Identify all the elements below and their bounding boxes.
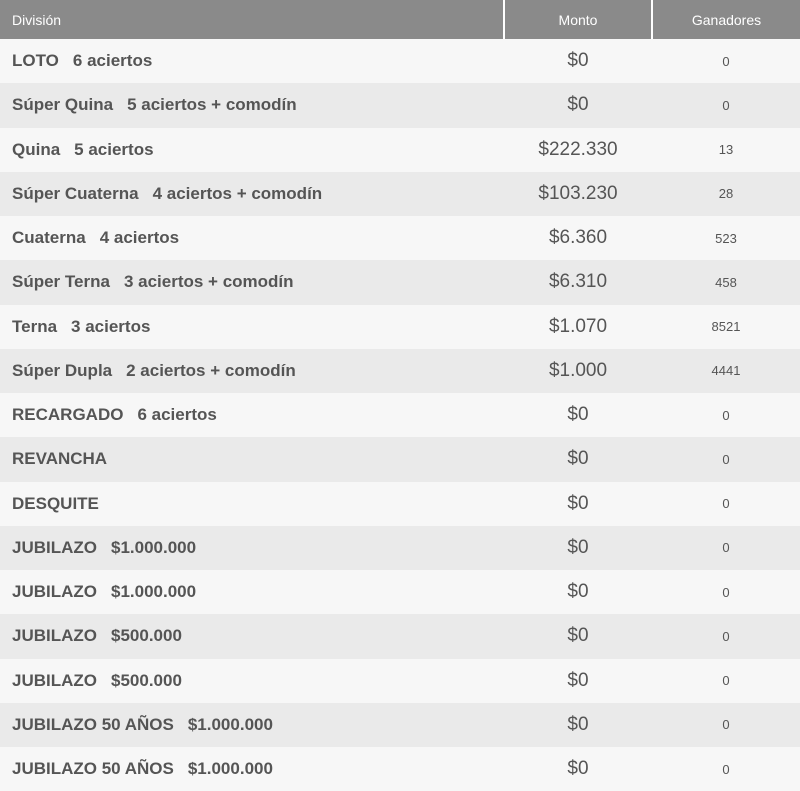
monto-cell: $0 bbox=[567, 758, 589, 780]
ganadores-cell: 0 bbox=[722, 584, 730, 600]
table-row bbox=[0, 747, 800, 791]
division-cell bbox=[0, 83, 504, 127]
division-detail: $500.000 bbox=[111, 670, 182, 690]
table-row bbox=[0, 614, 800, 658]
table-row bbox=[0, 349, 800, 393]
division-name: JUBILAZO bbox=[12, 582, 97, 602]
division-name: JUBILAZO 50 AÑOS bbox=[12, 759, 174, 779]
monto-cell: $0 bbox=[567, 448, 589, 470]
ganadores-cell: 0 bbox=[722, 451, 730, 467]
column-header-division: División bbox=[0, 0, 504, 39]
division-cell bbox=[0, 526, 504, 570]
division-detail: 4 aciertos bbox=[99, 228, 180, 248]
table-header bbox=[0, 0, 800, 39]
monto-cell: $1.070 bbox=[548, 315, 608, 337]
monto-cell: $0 bbox=[567, 50, 589, 72]
monto-cell: $0 bbox=[567, 625, 589, 647]
division-cell bbox=[0, 482, 504, 526]
table-row bbox=[0, 39, 800, 83]
division-cell bbox=[0, 393, 504, 437]
ganadores-cell: 0 bbox=[722, 407, 730, 423]
division-name: JUBILAZO 50 AÑOS bbox=[12, 714, 174, 734]
division-name: DESQUITE bbox=[12, 493, 99, 513]
division-cell bbox=[0, 305, 504, 349]
monto-cell: $222.330 bbox=[538, 138, 618, 160]
division-cell bbox=[0, 172, 504, 216]
table-body bbox=[0, 39, 800, 791]
division-name: Súper Terna bbox=[12, 272, 110, 292]
monto-cell: $0 bbox=[567, 492, 589, 514]
division-cell bbox=[0, 260, 504, 304]
monto-cell: $6.360 bbox=[548, 227, 608, 249]
division-cell bbox=[0, 437, 504, 481]
table-row bbox=[0, 393, 800, 437]
division-detail: $1.000.000 bbox=[187, 759, 273, 779]
division-cell bbox=[0, 39, 504, 83]
division-cell bbox=[0, 570, 504, 614]
table-row bbox=[0, 83, 800, 127]
division-detail: $1.000.000 bbox=[111, 537, 197, 557]
table-row bbox=[0, 659, 800, 703]
division-cell bbox=[0, 747, 504, 791]
ganadores-cell: 0 bbox=[722, 628, 730, 644]
division-cell bbox=[0, 703, 504, 747]
division-cell bbox=[0, 349, 504, 393]
division-cell bbox=[0, 128, 504, 172]
division-detail: $500.000 bbox=[111, 626, 182, 646]
division-name: RECARGADO bbox=[12, 405, 124, 425]
table-row bbox=[0, 260, 800, 304]
table-row bbox=[0, 172, 800, 216]
table-row bbox=[0, 305, 800, 349]
division-detail: 4 aciertos + comodín bbox=[152, 183, 323, 203]
division-name: Súper Cuaterna bbox=[12, 183, 139, 203]
ganadores-cell: 0 bbox=[722, 496, 730, 512]
monto-cell: $6.310 bbox=[548, 271, 608, 293]
table-row bbox=[0, 437, 800, 481]
table-row bbox=[0, 128, 800, 172]
monto-cell: $0 bbox=[567, 669, 589, 691]
division-name: Súper Quina bbox=[12, 95, 114, 115]
ganadores-cell: 0 bbox=[722, 673, 730, 689]
monto-cell: $103.230 bbox=[538, 182, 618, 204]
ganadores-cell: 0 bbox=[722, 761, 730, 777]
monto-cell: $0 bbox=[567, 581, 589, 603]
division-detail: 5 aciertos + comodín bbox=[127, 95, 297, 115]
division-name: JUBILAZO bbox=[12, 626, 97, 646]
table-row bbox=[0, 216, 800, 260]
column-header-monto: Monto bbox=[504, 0, 652, 39]
division-name: LOTO bbox=[12, 51, 59, 71]
division-detail: $1.000.000 bbox=[111, 582, 197, 602]
division-detail: 3 aciertos bbox=[71, 316, 151, 336]
division-name: Súper Dupla bbox=[12, 360, 113, 380]
division-detail: 6 aciertos bbox=[137, 405, 217, 425]
division-name: JUBILAZO bbox=[12, 670, 97, 690]
division-name: Cuaterna bbox=[12, 228, 86, 248]
ganadores-cell: 0 bbox=[722, 717, 730, 733]
ganadores-cell: 0 bbox=[722, 53, 730, 69]
ganadores-cell: 0 bbox=[722, 97, 730, 113]
division-detail: $1.000.000 bbox=[187, 714, 273, 734]
division-detail: 6 aciertos bbox=[72, 51, 153, 71]
ganadores-cell: 4441 bbox=[711, 363, 741, 379]
division-name: JUBILAZO bbox=[12, 537, 97, 557]
monto-cell: $1.000 bbox=[548, 359, 608, 381]
monto-cell: $0 bbox=[567, 94, 589, 116]
monto-cell: $0 bbox=[567, 536, 589, 558]
monto-cell: $0 bbox=[567, 404, 589, 426]
table-row bbox=[0, 703, 800, 747]
ganadores-cell: 458 bbox=[715, 274, 737, 290]
division-cell bbox=[0, 614, 504, 658]
division-detail: 3 aciertos + comodín bbox=[123, 272, 294, 292]
division-cell bbox=[0, 659, 504, 703]
division-name: Terna bbox=[12, 316, 58, 336]
division-detail: 5 aciertos bbox=[74, 139, 154, 159]
table-row bbox=[0, 570, 800, 614]
ganadores-cell: 0 bbox=[722, 540, 730, 556]
ganadores-cell: 8521 bbox=[711, 319, 741, 335]
header-row bbox=[0, 0, 800, 39]
ganadores-cell: 13 bbox=[718, 142, 734, 158]
division-name: Quina bbox=[12, 139, 61, 159]
division-cell bbox=[0, 216, 504, 260]
division-detail: 2 aciertos + comodín bbox=[126, 360, 296, 380]
table-row bbox=[0, 482, 800, 526]
table-row bbox=[0, 526, 800, 570]
ganadores-cell: 28 bbox=[718, 186, 734, 202]
monto-cell: $0 bbox=[567, 713, 589, 735]
ganadores-cell: 523 bbox=[715, 230, 737, 246]
column-header-ganadores: Ganadores bbox=[652, 0, 800, 39]
division-name: REVANCHA bbox=[12, 449, 108, 469]
